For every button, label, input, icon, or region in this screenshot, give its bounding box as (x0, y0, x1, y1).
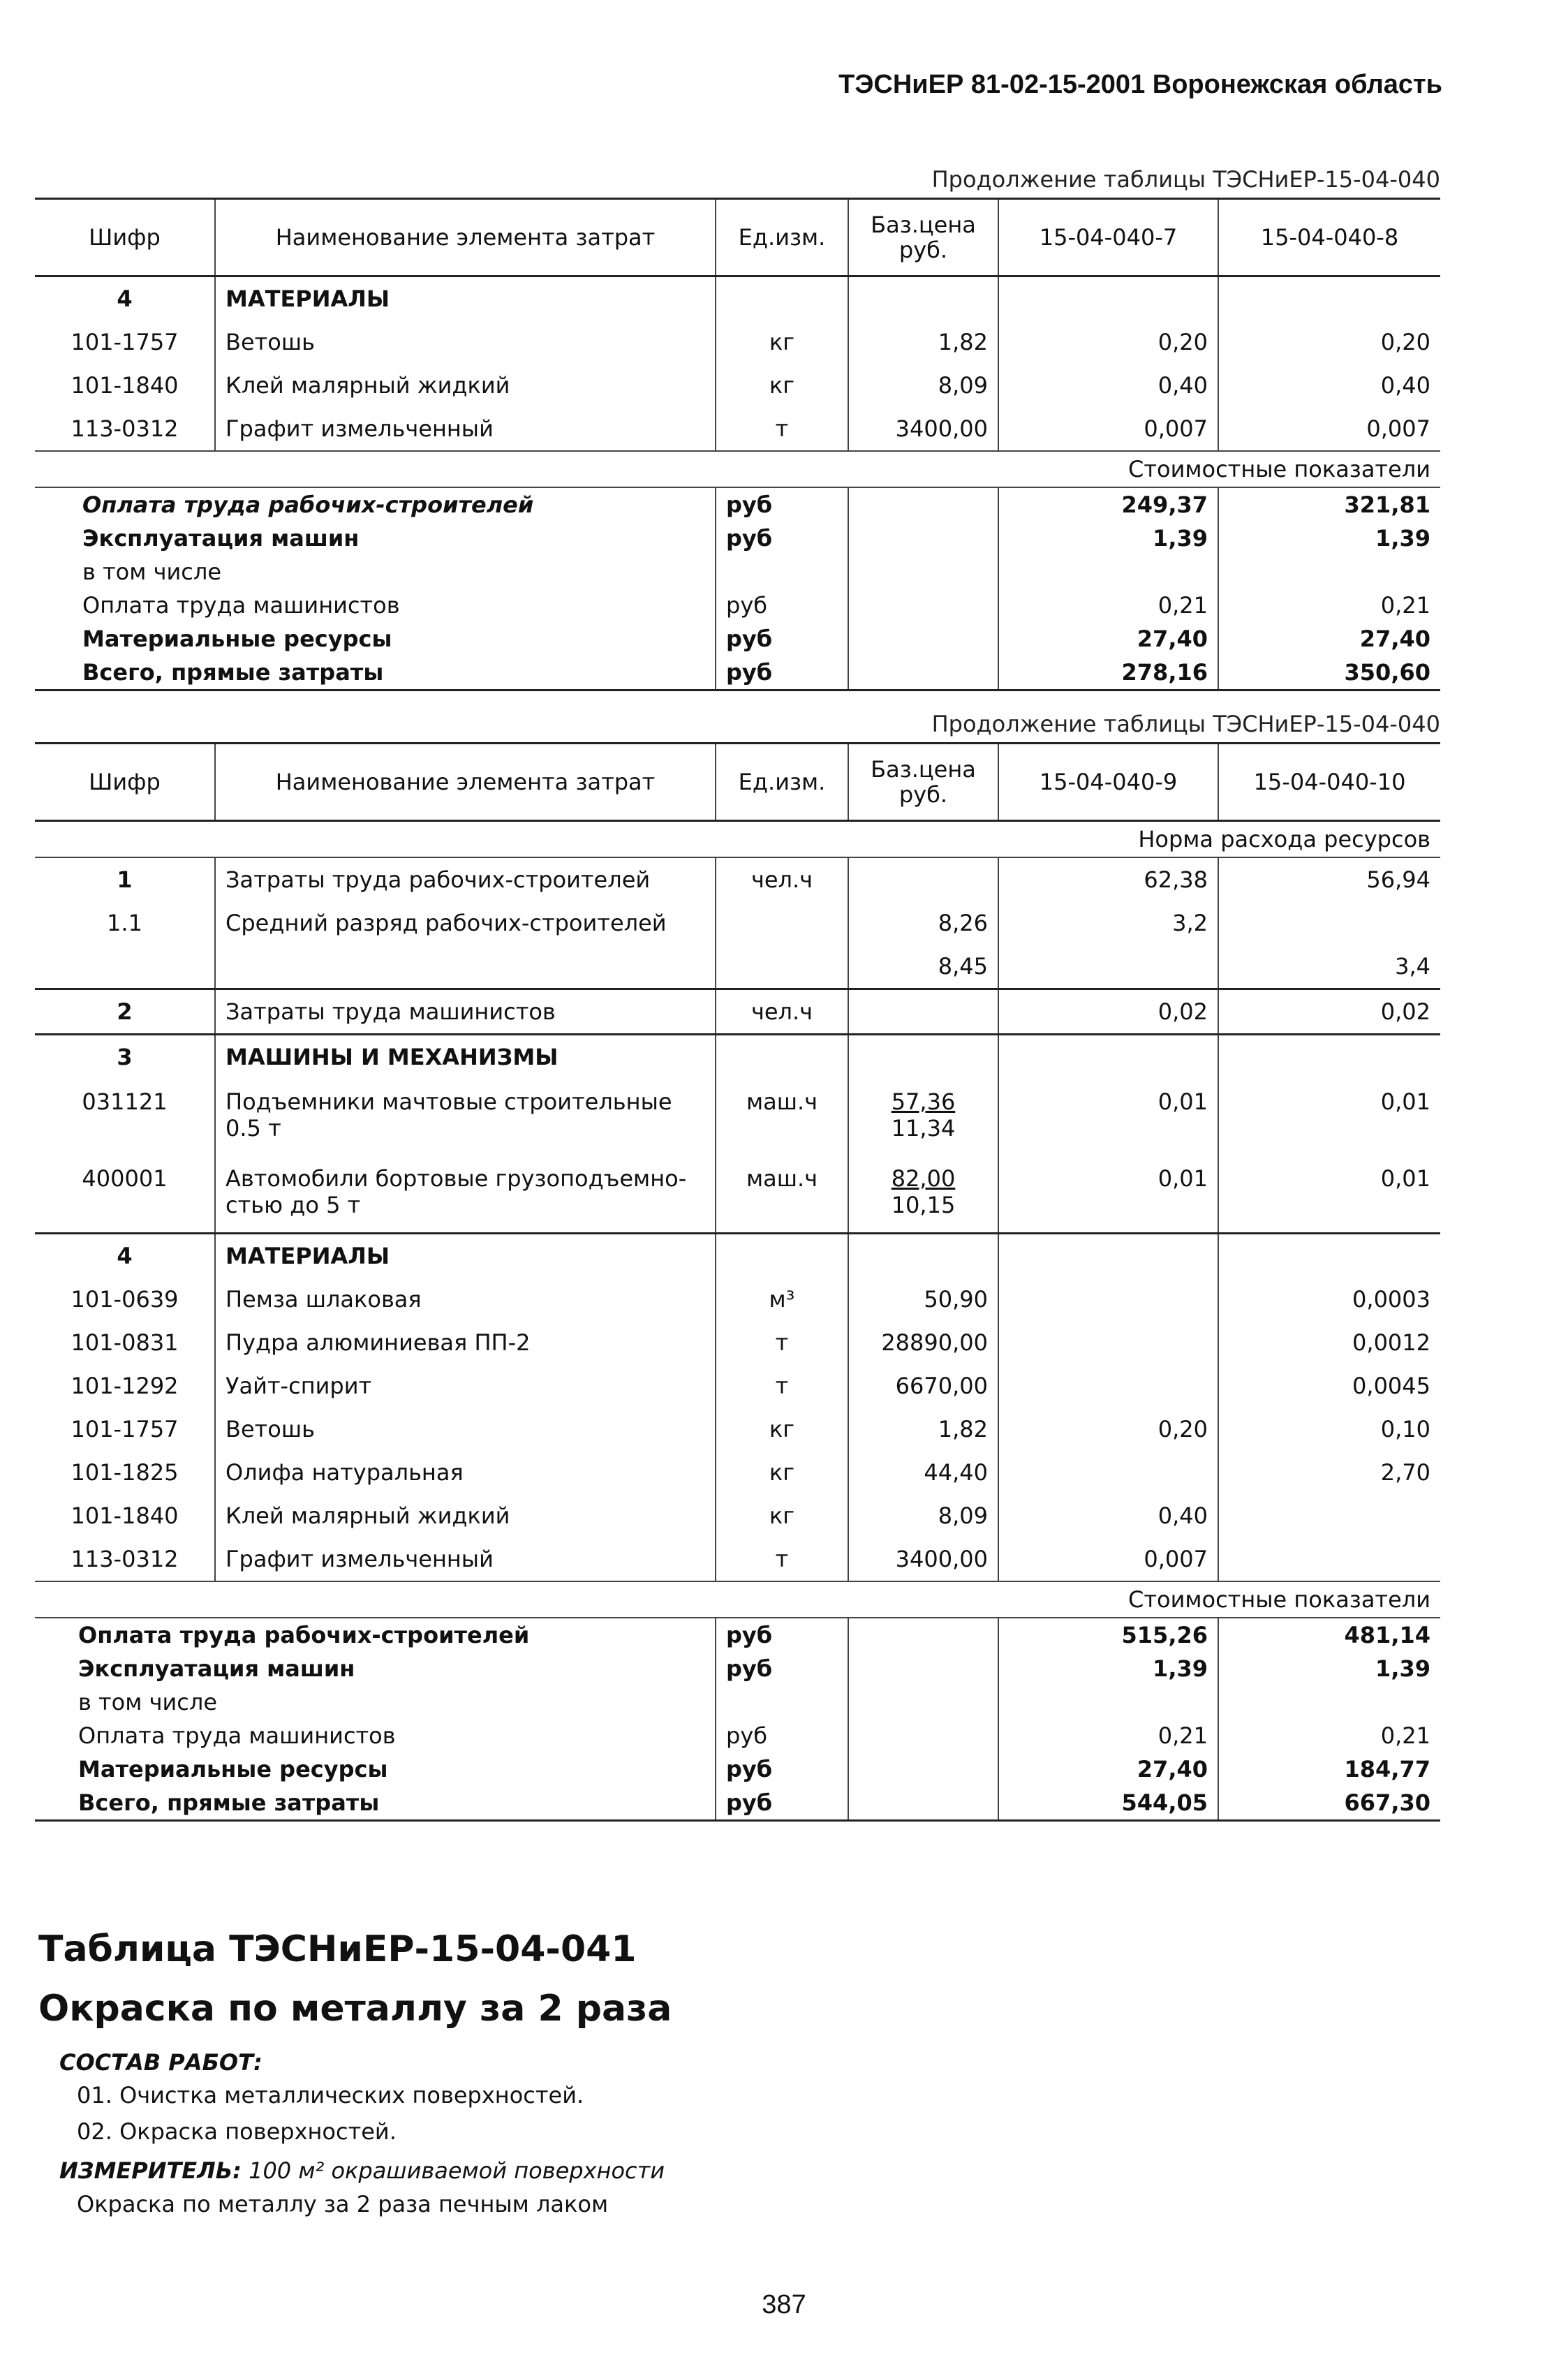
cost-v2: 27,40 (1218, 622, 1440, 656)
v2-cell: 0,01 (1218, 1155, 1440, 1234)
col-code-header: Шифр (35, 199, 215, 276)
table-row (35, 857, 1440, 901)
name-cell (215, 1079, 716, 1155)
price-cell: 28890,00 (848, 1321, 998, 1364)
code-cell: 101-1757 (71, 329, 179, 355)
cost-unit: руб (716, 589, 848, 622)
table-row (35, 1451, 1440, 1494)
page-number: 387 (762, 2290, 806, 2319)
cost-v2: 0,21 (1218, 1719, 1440, 1752)
name-cell: Ветошь (215, 320, 716, 364)
cost-name: Оплата труда рабочих-строителей (82, 492, 534, 518)
code-cell: 101-1757 (71, 1416, 179, 1442)
cost-unit: руб (716, 656, 848, 690)
name-cell: Клей малярный жидкий (215, 1494, 716, 1537)
cost-row (35, 1618, 1440, 1652)
table-row (35, 945, 1440, 989)
col-v1-header: 15-04-040-7 (998, 199, 1218, 276)
table2-header-row (35, 744, 1440, 821)
v2-cell: 3,4 (1218, 945, 1440, 989)
code-cell: 101-1825 (71, 1459, 179, 1486)
code-cell: 101-1840 (71, 372, 179, 399)
table-row (35, 1155, 1440, 1234)
cost-unit: руб (716, 1752, 848, 1786)
v2-cell (1218, 1494, 1440, 1537)
cost-row (35, 1786, 1440, 1821)
price-cell: 44,40 (848, 1451, 998, 1494)
v1-cell (998, 1321, 1218, 1364)
unit-cell: т (716, 1364, 848, 1408)
name-cell: Ветошь (215, 1408, 716, 1451)
v2-cell: 2,70 (1218, 1451, 1440, 1494)
v1-cell: 0,20 (998, 1408, 1218, 1451)
cost-v1: 0,21 (998, 589, 1218, 622)
running-header: ТЭСНиЕР 81-02-15-2001 Воронежская область (838, 70, 1442, 99)
price-cell: 50,90 (848, 1278, 998, 1321)
v2-cell: 56,94 (1218, 857, 1440, 901)
unit-cell: т (716, 1321, 848, 1364)
name-cell: Клей малярный жидкий (215, 364, 716, 407)
unit-cell: кг (716, 1451, 848, 1494)
work-item: 02. Окраска поверхностей. (77, 2118, 397, 2145)
col-unit-header: Ед.изм. (716, 199, 848, 276)
price-line-1: 57,36 (891, 1088, 956, 1115)
name-cell: Графит измельченный (215, 1537, 716, 1581)
name-line-1: Подъемники мачтовые строительные (225, 1088, 672, 1115)
cost-row (35, 555, 1440, 589)
unit-cell: маш.ч (716, 1079, 848, 1155)
name-line-2: 0.5 т (225, 1115, 281, 1142)
section-row (35, 1035, 1440, 1079)
cost-row (35, 1719, 1440, 1752)
cost-unit: руб (716, 1719, 848, 1752)
name-cell: Уайт-спирит (215, 1364, 716, 1408)
price-cell: 8,09 (848, 1494, 998, 1537)
v1-cell (998, 1451, 1218, 1494)
unit-cell: т (716, 1537, 848, 1581)
code-cell: 031121 (82, 1088, 168, 1115)
v1-cell: 62,38 (998, 857, 1218, 901)
work-title: Окраска по металлу за 2 раза (38, 1988, 672, 2030)
code-cell: 101-1840 (71, 1502, 179, 1529)
v2-cell: 0,0012 (1218, 1321, 1440, 1364)
table-row (35, 1079, 1440, 1155)
code-cell: 400001 (82, 1165, 168, 1192)
price-cell: 8,45 (848, 945, 998, 989)
table-row (35, 989, 1440, 1035)
cost-row (35, 589, 1440, 622)
cost-v2: 481,14 (1218, 1618, 1440, 1652)
table-row (35, 364, 1440, 407)
v2-cell: 0,0045 (1218, 1364, 1440, 1408)
table-row (35, 1537, 1440, 1581)
price-cell: 1,82 (848, 1408, 998, 1451)
price-cell: 3400,00 (848, 1537, 998, 1581)
cost-name: Оплата труда рабочих-строителей (78, 1622, 530, 1648)
cost-heading: Стоимостные показатели (35, 1581, 1440, 1618)
table-row (35, 901, 1440, 945)
unit-cell: кг (716, 320, 848, 364)
table1-continuation-note: Продолжение таблицы ТЭСНиЕР-15-04-040 (931, 166, 1440, 193)
cost-v1: 27,40 (998, 1752, 1218, 1786)
price-line-1: 82,00 (891, 1165, 956, 1192)
cost-v2: 0,21 (1218, 589, 1440, 622)
code-cell: 113-0312 (71, 1546, 179, 1572)
cost-unit: руб (716, 1786, 848, 1821)
v2-cell: 0,0003 (1218, 1278, 1440, 1321)
col-price-header: Баз.цена руб. (848, 744, 998, 821)
cost-row (35, 1752, 1440, 1786)
code-cell: 113-0312 (71, 415, 179, 442)
section-row (35, 1234, 1440, 1278)
code-cell: 1.1 (107, 910, 142, 936)
unit-cell: кг (716, 364, 848, 407)
cost-v1: 1,39 (998, 1652, 1218, 1685)
measure-value: 100 м² окрашиваемой поверхности (249, 2157, 665, 2184)
cost-heading-row (35, 1581, 1440, 1618)
table2-continuation-note: Продолжение таблицы ТЭСНиЕР-15-04-040 (931, 711, 1440, 737)
cost-unit: руб (716, 487, 848, 522)
name-cell: Затраты труда рабочих-строителей (215, 857, 716, 901)
name-cell (215, 1155, 716, 1234)
v1-cell: 0,01 (998, 1079, 1218, 1155)
cost-v1: 0,21 (998, 1719, 1218, 1752)
cost-name: Оплата труда машинистов (78, 1722, 396, 1749)
unit-cell: чел.ч (716, 989, 848, 1035)
col-unit-header: Ед.изм. (716, 744, 848, 821)
code-cell: 2 (35, 989, 215, 1035)
name-cell: Пудра алюминиевая ПП-2 (215, 1321, 716, 1364)
table1-header-row (35, 199, 1440, 276)
name-cell: Затраты труда машинистов (215, 989, 716, 1035)
cost-row (35, 622, 1440, 656)
col-code-header: Шифр (35, 744, 215, 821)
measure-line (59, 2157, 665, 2184)
v2-cell: 0,01 (1218, 1079, 1440, 1155)
cost-name: Всего, прямые затраты (35, 1786, 716, 1821)
table-row (35, 320, 1440, 364)
cost-v2: 321,81 (1218, 487, 1440, 522)
name-cell: Пемза шлаковая (215, 1278, 716, 1321)
name-cell: Олифа натуральная (215, 1451, 716, 1494)
composition-label: СОСТАВ РАБОТ: (59, 2049, 262, 2076)
v1-cell (998, 1278, 1218, 1321)
v2-cell: 0,10 (1218, 1408, 1440, 1451)
unit-cell: м³ (716, 1278, 848, 1321)
cost-v2: 667,30 (1218, 1786, 1440, 1821)
price-cell: 6670,00 (848, 1364, 998, 1408)
cost-name: в том числе (78, 1689, 217, 1715)
v2-cell: 0,20 (1218, 320, 1440, 364)
price-cell (848, 1155, 998, 1234)
cost-row (35, 487, 1440, 522)
v1-cell: 0,02 (998, 989, 1218, 1035)
section-title: МАТЕРИАЛЫ (215, 276, 716, 321)
col-v2-header: 15-04-040-8 (1218, 199, 1440, 276)
table-row (35, 1321, 1440, 1364)
cost-row (35, 522, 1440, 555)
price-cell: 8,09 (848, 364, 998, 407)
cost-v1: 1,39 (998, 522, 1218, 555)
cost-v1: 515,26 (998, 1618, 1218, 1652)
v2-cell: 0,007 (1218, 407, 1440, 451)
v1-cell: 0,007 (998, 1537, 1218, 1581)
cost-v1: 249,37 (998, 487, 1218, 522)
table-row (35, 1494, 1440, 1537)
table-title: Таблица ТЭСНиЕР-15-04-041 (38, 1928, 637, 1970)
cost-name: Эксплуатация машин (78, 1655, 355, 1682)
cost-v1: 27,40 (998, 622, 1218, 656)
cost-name: Эксплуатация машин (82, 525, 360, 552)
v2-cell: 0,40 (1218, 364, 1440, 407)
cost-unit: руб (716, 522, 848, 555)
table-row (35, 1278, 1440, 1321)
v1-cell: 0,40 (998, 364, 1218, 407)
cost-v1: 278,16 (998, 656, 1218, 690)
v1-cell (998, 1364, 1218, 1408)
price-cell: 3400,00 (848, 407, 998, 451)
price-cell: 8,26 (848, 901, 998, 945)
cost-v2: 350,60 (1218, 656, 1440, 690)
table-row (35, 1364, 1440, 1408)
cost-row (35, 1685, 1440, 1719)
cost-v2: 1,39 (1218, 522, 1440, 555)
table2 (35, 742, 1440, 1822)
cost-v2: 184,77 (1218, 1752, 1440, 1786)
cost-heading: Стоимостные показатели (35, 451, 1440, 487)
col-name-header: Наименование элемента затрат (215, 744, 716, 821)
cost-v1: 544,05 (998, 1786, 1218, 1821)
section-row (35, 276, 1440, 321)
v1-cell: 0,40 (998, 1494, 1218, 1537)
col-v1-header: 15-04-040-9 (998, 744, 1218, 821)
unit-cell: т (716, 407, 848, 451)
cost-unit: руб (716, 1618, 848, 1652)
v1-cell: 3,2 (998, 901, 1218, 945)
measure-label: ИЗМЕРИТЕЛЬ: (59, 2157, 242, 2184)
cost-heading-row (35, 451, 1440, 487)
price-line-2: 10,15 (891, 1192, 956, 1218)
price-cell (848, 1079, 998, 1155)
col-v2-header: 15-04-040-10 (1218, 744, 1440, 821)
cost-name: Материальные ресурсы (78, 1756, 388, 1782)
cost-unit: руб (716, 1652, 848, 1685)
cost-row (35, 1652, 1440, 1685)
table1 (35, 198, 1440, 691)
v1-cell: 0,007 (998, 407, 1218, 451)
cost-name: Материальные ресурсы (82, 626, 392, 652)
name-line-1: Автомобили бортовые грузоподъемно- (225, 1165, 687, 1192)
cost-name: Всего, прямые затраты (35, 656, 716, 690)
section-title: МАТЕРИАЛЫ (215, 1234, 716, 1278)
price-line-2: 11,34 (891, 1115, 956, 1142)
col-name-header: Наименование элемента затрат (215, 199, 716, 276)
section-number: 4 (35, 1234, 215, 1278)
name-line-2: стью до 5 т (225, 1192, 361, 1218)
section-number: 4 (35, 276, 215, 321)
cost-row (35, 656, 1440, 690)
v2-cell: 0,02 (1218, 989, 1440, 1035)
norm-heading-row (35, 821, 1440, 858)
price-cell: 1,82 (848, 320, 998, 364)
v2-cell (1218, 1537, 1440, 1581)
work-item: 01. Очистка металлических поверхностей. (77, 2082, 584, 2109)
v1-cell: 0,20 (998, 320, 1218, 364)
name-cell: Средний разряд рабочих-строителей (215, 901, 716, 945)
cost-name: Оплата труда машинистов (82, 592, 400, 619)
code-cell: 1 (117, 866, 133, 893)
col-price-header: Баз.цена руб. (848, 199, 998, 276)
norm-heading: Норма расхода ресурсов (35, 821, 1440, 858)
cost-name: в том числе (82, 559, 221, 585)
unit-cell: кг (716, 1494, 848, 1537)
table-row (35, 1408, 1440, 1451)
code-cell: 101-0831 (71, 1329, 179, 1356)
unit-cell: кг (716, 1408, 848, 1451)
section-title: МАШИНЫ И МЕХАНИЗМЫ (215, 1035, 716, 1079)
cost-v2: 1,39 (1218, 1652, 1440, 1685)
v1-cell: 0,01 (998, 1155, 1218, 1234)
cost-unit: руб (716, 622, 848, 656)
unit-cell: чел.ч (716, 857, 848, 901)
section-number: 3 (35, 1035, 215, 1079)
table-row (35, 407, 1440, 451)
position-description: Окраска по металлу за 2 раза печным лаком (77, 2191, 609, 2217)
code-cell: 101-1292 (71, 1373, 179, 1399)
name-cell: Графит измельченный (215, 407, 716, 451)
unit-cell: маш.ч (716, 1155, 848, 1234)
code-cell: 101-0639 (71, 1286, 179, 1313)
